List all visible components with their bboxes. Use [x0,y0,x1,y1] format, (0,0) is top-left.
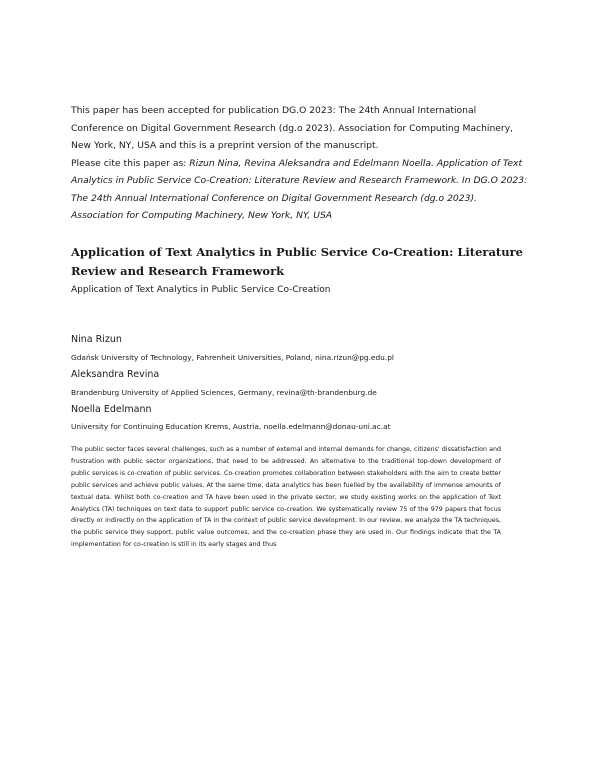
citation-statement [71,155,531,225]
author-name: Noella Edelmann [71,404,152,415]
author-affiliation: University for Continuing Education Krems, Austria, noella.edelmann@donau-uni.ac.at [71,422,391,431]
citation-text: Rizun Nina, Revina Aleksandra and Edelmann Noella. Application of Text Analytics in Public Service Co-Creation: Literature Review and Research Framework. In DG.O 2023: The 24th Annual International Conference on Digital Government Research (dg.o 2023). Association for Computing Machinery, New York, NY, USA [71,157,528,221]
paper-title: Application of Text Analytics in Public Service Co-Creation: Literature Review and Research Framework [71,245,523,278]
publication-note [71,102,531,225]
cite-intro: Please cite this paper as: [71,157,190,169]
author-name: Nina Rizun [71,334,122,345]
acceptance-statement: This paper has been accepted for publication DG.O 2023: The 24th Annual International Conference on Digital Government Research (dg.o 2023). Association for Computing Machinery, New York, NY, USA and this is a preprint version of the manuscript. [71,105,514,151]
author-affiliation: Brandenburg University of Applied Sciences, Germany, revina@th-brandenburg.de [71,388,377,397]
short-title: Application of Text Analytics in Public Service Co-Creation [71,285,331,295]
author-affiliation: Gdańsk University of Technology, Fahrenheit Universities, Poland, nina.rizun@pg.edu.pl [71,353,394,362]
abstract: The public sector faces several challenges, such as a number of external and internal demands for change, citizens' dissatisfaction and frustration with public sector organizations, that need to be addressed. An alternative to the traditional top-down development of public services is co-creation of public services. Co-creation promotes collaboration between stakeholders with the aim to create better public services and achieve public values. At the same time, data analytics has been fuelled by the availability of immense amounts of textual data. Whilst both co-creation and TA have been used in the private sector, we study existing works on the application of Text Analytics (TA) techniques on text data to support public service co-creation. We systematically review 75 of the 979 papers that focus directly or indirectly on the application of TA in the context of public service development. In our review, we analyze the TA techniques, the public service they support, public value outcomes, and the co-creation phase they are used in. Our findings indicate that the TA implementation for co-creation is still in its early stages and thus [71,446,501,549]
author-name: Aleksandra Revina [71,369,160,380]
